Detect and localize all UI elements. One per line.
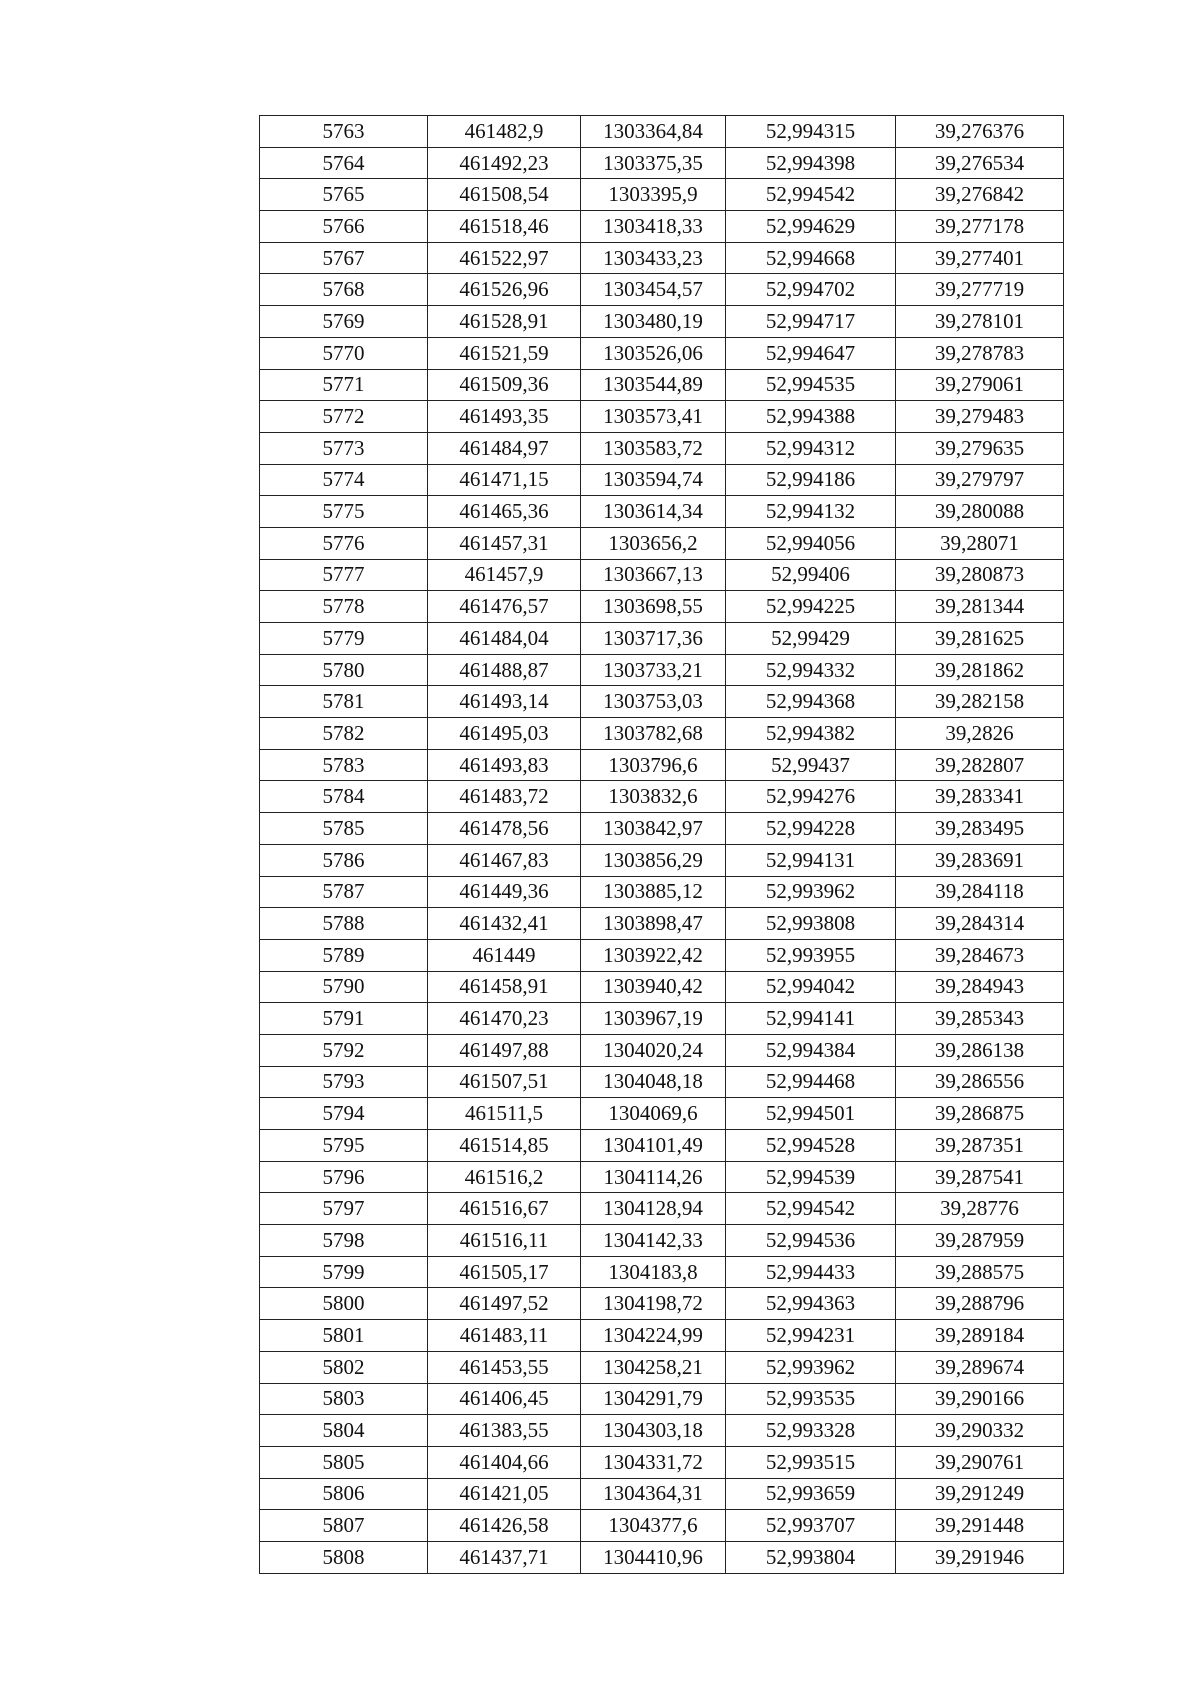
latitude-cell: 52,994398 (726, 147, 896, 179)
x-coordinate-cell: 461483,11 (428, 1320, 581, 1352)
table-row (260, 306, 1064, 338)
x-coordinate-cell: 461526,96 (428, 274, 581, 306)
x-coordinate-cell: 461421,05 (428, 1478, 581, 1510)
table-row (260, 1351, 1064, 1383)
latitude-cell: 52,994702 (726, 274, 896, 306)
table-row (260, 1193, 1064, 1225)
longitude-cell: 39,28071 (896, 527, 1064, 559)
point-number-cell: 5791 (260, 1003, 428, 1035)
latitude-cell: 52,994131 (726, 844, 896, 876)
latitude-cell: 52,994539 (726, 1161, 896, 1193)
table-row (260, 654, 1064, 686)
point-number-cell: 5790 (260, 971, 428, 1003)
y-coordinate-cell: 1303733,21 (581, 654, 726, 686)
latitude-cell: 52,994528 (726, 1130, 896, 1162)
latitude-cell: 52,993328 (726, 1415, 896, 1447)
y-coordinate-cell: 1304258,21 (581, 1351, 726, 1383)
table-row (260, 559, 1064, 591)
latitude-cell: 52,994228 (726, 813, 896, 845)
point-number-cell: 5780 (260, 654, 428, 686)
longitude-cell: 39,277178 (896, 211, 1064, 243)
point-number-cell: 5787 (260, 876, 428, 908)
x-coordinate-cell: 461514,85 (428, 1130, 581, 1162)
longitude-cell: 39,290761 (896, 1446, 1064, 1478)
point-number-cell: 5797 (260, 1193, 428, 1225)
point-number-cell: 5799 (260, 1256, 428, 1288)
point-number-cell: 5770 (260, 337, 428, 369)
y-coordinate-cell: 1303526,06 (581, 337, 726, 369)
y-coordinate-cell: 1303433,23 (581, 242, 726, 274)
table-row (260, 813, 1064, 845)
point-number-cell: 5781 (260, 686, 428, 718)
x-coordinate-cell: 461404,66 (428, 1446, 581, 1478)
point-number-cell: 5800 (260, 1288, 428, 1320)
point-number-cell: 5806 (260, 1478, 428, 1510)
longitude-cell: 39,278101 (896, 306, 1064, 338)
longitude-cell: 39,291946 (896, 1541, 1064, 1573)
longitude-cell: 39,28776 (896, 1193, 1064, 1225)
y-coordinate-cell: 1303594,74 (581, 464, 726, 496)
latitude-cell: 52,994132 (726, 496, 896, 528)
longitude-cell: 39,2826 (896, 718, 1064, 750)
table-row (260, 432, 1064, 464)
point-number-cell: 5764 (260, 147, 428, 179)
longitude-cell: 39,290332 (896, 1415, 1064, 1447)
latitude-cell: 52,994315 (726, 116, 896, 148)
x-coordinate-cell: 461470,23 (428, 1003, 581, 1035)
point-number-cell: 5808 (260, 1541, 428, 1573)
y-coordinate-cell: 1303856,29 (581, 844, 726, 876)
y-coordinate-cell: 1303454,57 (581, 274, 726, 306)
table-row (260, 623, 1064, 655)
latitude-cell: 52,994647 (726, 337, 896, 369)
x-coordinate-cell: 461465,36 (428, 496, 581, 528)
y-coordinate-cell: 1304198,72 (581, 1288, 726, 1320)
latitude-cell: 52,993535 (726, 1383, 896, 1415)
latitude-cell: 52,994231 (726, 1320, 896, 1352)
y-coordinate-cell: 1304048,18 (581, 1066, 726, 1098)
y-coordinate-cell: 1304142,33 (581, 1225, 726, 1257)
table-row (260, 1098, 1064, 1130)
table-row (260, 1510, 1064, 1542)
longitude-cell: 39,279635 (896, 432, 1064, 464)
latitude-cell: 52,994056 (726, 527, 896, 559)
point-number-cell: 5788 (260, 908, 428, 940)
coordinates-table-body (260, 116, 1064, 1574)
x-coordinate-cell: 461482,9 (428, 116, 581, 148)
point-number-cell: 5777 (260, 559, 428, 591)
table-row (260, 1161, 1064, 1193)
latitude-cell: 52,994668 (726, 242, 896, 274)
x-coordinate-cell: 461453,55 (428, 1351, 581, 1383)
longitude-cell: 39,276376 (896, 116, 1064, 148)
x-coordinate-cell: 461478,56 (428, 813, 581, 845)
table-row (260, 781, 1064, 813)
longitude-cell: 39,281625 (896, 623, 1064, 655)
table-row (260, 179, 1064, 211)
point-number-cell: 5775 (260, 496, 428, 528)
point-number-cell: 5772 (260, 401, 428, 433)
latitude-cell: 52,994368 (726, 686, 896, 718)
longitude-cell: 39,287541 (896, 1161, 1064, 1193)
y-coordinate-cell: 1303796,6 (581, 749, 726, 781)
longitude-cell: 39,281862 (896, 654, 1064, 686)
x-coordinate-cell: 461516,2 (428, 1161, 581, 1193)
x-coordinate-cell: 461521,59 (428, 337, 581, 369)
x-coordinate-cell: 461449 (428, 939, 581, 971)
longitude-cell: 39,281344 (896, 591, 1064, 623)
x-coordinate-cell: 461457,31 (428, 527, 581, 559)
latitude-cell: 52,993659 (726, 1478, 896, 1510)
latitude-cell: 52,994186 (726, 464, 896, 496)
latitude-cell: 52,993962 (726, 1351, 896, 1383)
x-coordinate-cell: 461484,97 (428, 432, 581, 464)
latitude-cell: 52,99429 (726, 623, 896, 655)
x-coordinate-cell: 461493,83 (428, 749, 581, 781)
latitude-cell: 52,993955 (726, 939, 896, 971)
y-coordinate-cell: 1304291,79 (581, 1383, 726, 1415)
y-coordinate-cell: 1303583,72 (581, 432, 726, 464)
latitude-cell: 52,993808 (726, 908, 896, 940)
latitude-cell: 52,993962 (726, 876, 896, 908)
point-number-cell: 5789 (260, 939, 428, 971)
latitude-cell: 52,994629 (726, 211, 896, 243)
x-coordinate-cell: 461522,97 (428, 242, 581, 274)
longitude-cell: 39,278783 (896, 337, 1064, 369)
x-coordinate-cell: 461528,91 (428, 306, 581, 338)
point-number-cell: 5803 (260, 1383, 428, 1415)
longitude-cell: 39,289184 (896, 1320, 1064, 1352)
point-number-cell: 5804 (260, 1415, 428, 1447)
x-coordinate-cell: 461508,54 (428, 179, 581, 211)
x-coordinate-cell: 461383,55 (428, 1415, 581, 1447)
point-number-cell: 5807 (260, 1510, 428, 1542)
x-coordinate-cell: 461488,87 (428, 654, 581, 686)
longitude-cell: 39,287959 (896, 1225, 1064, 1257)
y-coordinate-cell: 1303573,41 (581, 401, 726, 433)
table-row (260, 1383, 1064, 1415)
point-number-cell: 5802 (260, 1351, 428, 1383)
longitude-cell: 39,282158 (896, 686, 1064, 718)
table-row (260, 1446, 1064, 1478)
y-coordinate-cell: 1303842,97 (581, 813, 726, 845)
latitude-cell: 52,99406 (726, 559, 896, 591)
point-number-cell: 5769 (260, 306, 428, 338)
latitude-cell: 52,994141 (726, 1003, 896, 1035)
table-row (260, 464, 1064, 496)
y-coordinate-cell: 1304114,26 (581, 1161, 726, 1193)
longitude-cell: 39,283691 (896, 844, 1064, 876)
longitude-cell: 39,287351 (896, 1130, 1064, 1162)
longitude-cell: 39,280873 (896, 559, 1064, 591)
longitude-cell: 39,284118 (896, 876, 1064, 908)
latitude-cell: 52,994433 (726, 1256, 896, 1288)
y-coordinate-cell: 1304410,96 (581, 1541, 726, 1573)
longitude-cell: 39,286556 (896, 1066, 1064, 1098)
table-row (260, 1130, 1064, 1162)
y-coordinate-cell: 1304377,6 (581, 1510, 726, 1542)
y-coordinate-cell: 1303418,33 (581, 211, 726, 243)
table-row (260, 147, 1064, 179)
latitude-cell: 52,994042 (726, 971, 896, 1003)
y-coordinate-cell: 1304331,72 (581, 1446, 726, 1478)
latitude-cell: 52,994332 (726, 654, 896, 686)
y-coordinate-cell: 1303753,03 (581, 686, 726, 718)
point-number-cell: 5763 (260, 116, 428, 148)
latitude-cell: 52,994382 (726, 718, 896, 750)
latitude-cell: 52,994384 (726, 1034, 896, 1066)
x-coordinate-cell: 461484,04 (428, 623, 581, 655)
table-row (260, 844, 1064, 876)
longitude-cell: 39,284943 (896, 971, 1064, 1003)
longitude-cell: 39,279797 (896, 464, 1064, 496)
y-coordinate-cell: 1303717,36 (581, 623, 726, 655)
table-row (260, 401, 1064, 433)
longitude-cell: 39,284314 (896, 908, 1064, 940)
point-number-cell: 5784 (260, 781, 428, 813)
longitude-cell: 39,280088 (896, 496, 1064, 528)
longitude-cell: 39,279061 (896, 369, 1064, 401)
coordinates-table (259, 115, 1064, 1574)
x-coordinate-cell: 461458,91 (428, 971, 581, 1003)
table-row (260, 1478, 1064, 1510)
point-number-cell: 5801 (260, 1320, 428, 1352)
y-coordinate-cell: 1303940,42 (581, 971, 726, 1003)
y-coordinate-cell: 1303656,2 (581, 527, 726, 559)
y-coordinate-cell: 1303698,55 (581, 591, 726, 623)
table-row (260, 211, 1064, 243)
point-number-cell: 5793 (260, 1066, 428, 1098)
y-coordinate-cell: 1304303,18 (581, 1415, 726, 1447)
table-row (260, 1034, 1064, 1066)
point-number-cell: 5795 (260, 1130, 428, 1162)
longitude-cell: 39,276534 (896, 147, 1064, 179)
point-number-cell: 5786 (260, 844, 428, 876)
y-coordinate-cell: 1304020,24 (581, 1034, 726, 1066)
latitude-cell: 52,994225 (726, 591, 896, 623)
longitude-cell: 39,277401 (896, 242, 1064, 274)
table-row (260, 908, 1064, 940)
y-coordinate-cell: 1303614,34 (581, 496, 726, 528)
longitude-cell: 39,284673 (896, 939, 1064, 971)
latitude-cell: 52,994536 (726, 1225, 896, 1257)
x-coordinate-cell: 461509,36 (428, 369, 581, 401)
latitude-cell: 52,994363 (726, 1288, 896, 1320)
longitude-cell: 39,277719 (896, 274, 1064, 306)
x-coordinate-cell: 461426,58 (428, 1510, 581, 1542)
point-number-cell: 5779 (260, 623, 428, 655)
point-number-cell: 5794 (260, 1098, 428, 1130)
table-row (260, 939, 1064, 971)
y-coordinate-cell: 1303667,13 (581, 559, 726, 591)
latitude-cell: 52,994501 (726, 1098, 896, 1130)
longitude-cell: 39,283495 (896, 813, 1064, 845)
point-number-cell: 5785 (260, 813, 428, 845)
x-coordinate-cell: 461505,17 (428, 1256, 581, 1288)
y-coordinate-cell: 1304101,49 (581, 1130, 726, 1162)
table-row (260, 718, 1064, 750)
y-coordinate-cell: 1304364,31 (581, 1478, 726, 1510)
point-number-cell: 5778 (260, 591, 428, 623)
latitude-cell: 52,993515 (726, 1446, 896, 1478)
x-coordinate-cell: 461511,5 (428, 1098, 581, 1130)
x-coordinate-cell: 461471,15 (428, 464, 581, 496)
x-coordinate-cell: 461476,57 (428, 591, 581, 623)
y-coordinate-cell: 1304224,99 (581, 1320, 726, 1352)
table-row (260, 369, 1064, 401)
x-coordinate-cell: 461497,52 (428, 1288, 581, 1320)
table-row (260, 496, 1064, 528)
point-number-cell: 5767 (260, 242, 428, 274)
table-row (260, 971, 1064, 1003)
table-row (260, 686, 1064, 718)
latitude-cell: 52,994312 (726, 432, 896, 464)
longitude-cell: 39,291448 (896, 1510, 1064, 1542)
point-number-cell: 5774 (260, 464, 428, 496)
y-coordinate-cell: 1303375,35 (581, 147, 726, 179)
point-number-cell: 5768 (260, 274, 428, 306)
y-coordinate-cell: 1303898,47 (581, 908, 726, 940)
latitude-cell: 52,994276 (726, 781, 896, 813)
x-coordinate-cell: 461518,46 (428, 211, 581, 243)
point-number-cell: 5765 (260, 179, 428, 211)
latitude-cell: 52,993707 (726, 1510, 896, 1542)
table-row (260, 242, 1064, 274)
y-coordinate-cell: 1303922,42 (581, 939, 726, 971)
y-coordinate-cell: 1303782,68 (581, 718, 726, 750)
longitude-cell: 39,286875 (896, 1098, 1064, 1130)
x-coordinate-cell: 461483,72 (428, 781, 581, 813)
x-coordinate-cell: 461495,03 (428, 718, 581, 750)
point-number-cell: 5782 (260, 718, 428, 750)
x-coordinate-cell: 461493,14 (428, 686, 581, 718)
latitude-cell: 52,994542 (726, 1193, 896, 1225)
x-coordinate-cell: 461507,51 (428, 1066, 581, 1098)
longitude-cell: 39,286138 (896, 1034, 1064, 1066)
latitude-cell: 52,994468 (726, 1066, 896, 1098)
table-row (260, 1225, 1064, 1257)
x-coordinate-cell: 461449,36 (428, 876, 581, 908)
table-row (260, 591, 1064, 623)
latitude-cell: 52,99437 (726, 749, 896, 781)
point-number-cell: 5792 (260, 1034, 428, 1066)
x-coordinate-cell: 461457,9 (428, 559, 581, 591)
table-row (260, 876, 1064, 908)
x-coordinate-cell: 461467,83 (428, 844, 581, 876)
longitude-cell: 39,279483 (896, 401, 1064, 433)
longitude-cell: 39,283341 (896, 781, 1064, 813)
y-coordinate-cell: 1303885,12 (581, 876, 726, 908)
table-row (260, 527, 1064, 559)
point-number-cell: 5798 (260, 1225, 428, 1257)
longitude-cell: 39,285343 (896, 1003, 1064, 1035)
point-number-cell: 5796 (260, 1161, 428, 1193)
x-coordinate-cell: 461437,71 (428, 1541, 581, 1573)
x-coordinate-cell: 461497,88 (428, 1034, 581, 1066)
latitude-cell: 52,994388 (726, 401, 896, 433)
table-row (260, 1541, 1064, 1573)
y-coordinate-cell: 1304069,6 (581, 1098, 726, 1130)
point-number-cell: 5771 (260, 369, 428, 401)
table-row (260, 1415, 1064, 1447)
table-row (260, 274, 1064, 306)
y-coordinate-cell: 1304128,94 (581, 1193, 726, 1225)
x-coordinate-cell: 461492,23 (428, 147, 581, 179)
table-row (260, 1066, 1064, 1098)
y-coordinate-cell: 1303544,89 (581, 369, 726, 401)
y-coordinate-cell: 1303395,9 (581, 179, 726, 211)
longitude-cell: 39,282807 (896, 749, 1064, 781)
longitude-cell: 39,276842 (896, 179, 1064, 211)
point-number-cell: 5776 (260, 527, 428, 559)
y-coordinate-cell: 1303832,6 (581, 781, 726, 813)
point-number-cell: 5766 (260, 211, 428, 243)
x-coordinate-cell: 461406,45 (428, 1383, 581, 1415)
x-coordinate-cell: 461432,41 (428, 908, 581, 940)
table-row (260, 1288, 1064, 1320)
longitude-cell: 39,291249 (896, 1478, 1064, 1510)
latitude-cell: 52,994717 (726, 306, 896, 338)
table-row (260, 1003, 1064, 1035)
table-row (260, 337, 1064, 369)
latitude-cell: 52,993804 (726, 1541, 896, 1573)
x-coordinate-cell: 461516,11 (428, 1225, 581, 1257)
longitude-cell: 39,288796 (896, 1288, 1064, 1320)
longitude-cell: 39,289674 (896, 1351, 1064, 1383)
table-row (260, 1256, 1064, 1288)
point-number-cell: 5783 (260, 749, 428, 781)
longitude-cell: 39,290166 (896, 1383, 1064, 1415)
y-coordinate-cell: 1303364,84 (581, 116, 726, 148)
table-row (260, 1320, 1064, 1352)
latitude-cell: 52,994542 (726, 179, 896, 211)
x-coordinate-cell: 461493,35 (428, 401, 581, 433)
y-coordinate-cell: 1304183,8 (581, 1256, 726, 1288)
point-number-cell: 5773 (260, 432, 428, 464)
table-row (260, 116, 1064, 148)
point-number-cell: 5805 (260, 1446, 428, 1478)
y-coordinate-cell: 1303480,19 (581, 306, 726, 338)
table-row (260, 749, 1064, 781)
longitude-cell: 39,288575 (896, 1256, 1064, 1288)
x-coordinate-cell: 461516,67 (428, 1193, 581, 1225)
latitude-cell: 52,994535 (726, 369, 896, 401)
y-coordinate-cell: 1303967,19 (581, 1003, 726, 1035)
